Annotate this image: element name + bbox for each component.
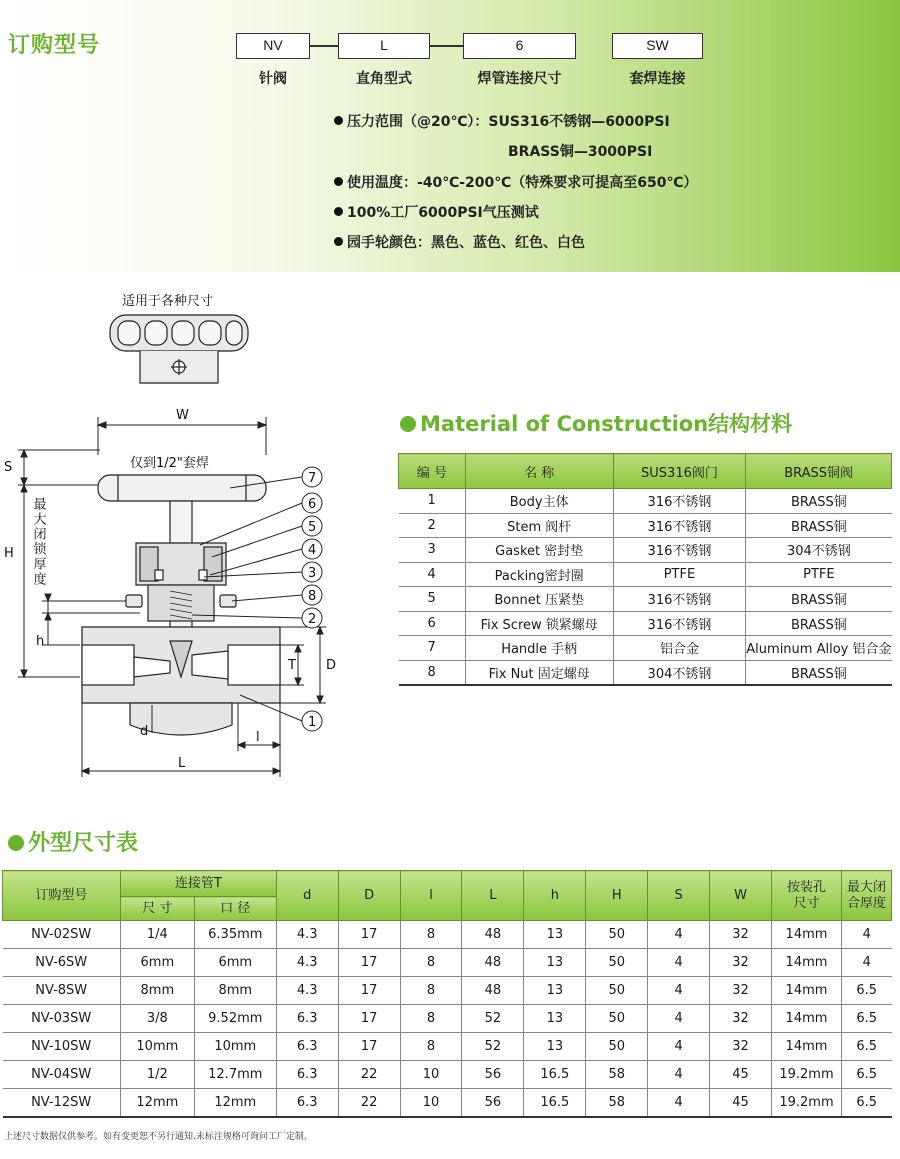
table-cell: Gasket 密封垫 <box>465 538 613 563</box>
table-cell: 4 <box>648 977 710 1005</box>
table-cell: 6.5 <box>841 977 891 1005</box>
table-cell: 19.2mm <box>772 1089 842 1117</box>
table-cell: 4 <box>648 1061 710 1089</box>
code-box-size: 6 <box>463 33 576 59</box>
material-row <box>399 489 892 514</box>
table-cell: 316不锈钢 <box>613 489 746 514</box>
table-cell: 58 <box>586 1089 648 1117</box>
table-cell: 50 <box>586 977 648 1005</box>
material-row <box>399 636 892 661</box>
table-cell: 10 <box>400 1061 462 1089</box>
table-cell: 3 <box>399 538 466 563</box>
dim-label-t: T <box>288 658 296 673</box>
table-cell: 8 <box>400 949 462 977</box>
max-close-label: 最大闭锁厚度 <box>30 497 46 587</box>
dimension-row <box>3 1061 892 1089</box>
table-cell: 9.52mm <box>194 1005 276 1033</box>
table-cell: 8 <box>400 921 462 949</box>
table-cell: 32 <box>710 977 772 1005</box>
table-cell: 13 <box>524 1033 586 1061</box>
col-header-max-thickness: 最大闭 合厚度 <box>841 871 891 921</box>
table-cell: Fix Nut 固定螺母 <box>465 660 613 685</box>
col-header-h-large: H <box>586 871 648 921</box>
table-cell: 8mm <box>120 977 194 1005</box>
table-cell: 4 <box>648 1033 710 1061</box>
table-cell: 6.5 <box>841 1089 891 1117</box>
table-cell: 6.3 <box>276 1005 338 1033</box>
table-cell: 14mm <box>772 949 842 977</box>
spec-pressure: 压力范围（@20℃）：SUS316不锈钢—6000PSI <box>334 111 670 131</box>
table-cell: BRASS铜 <box>746 513 892 538</box>
table-cell: 45 <box>710 1061 772 1089</box>
col-header-d-large: D <box>338 871 400 921</box>
table-cell: 4.3 <box>276 949 338 977</box>
weld-note: 仅到1/2"套焊 <box>130 456 209 471</box>
code-connector <box>430 45 463 47</box>
table-cell: 16.5 <box>524 1089 586 1117</box>
dimension-table-body <box>3 921 892 1117</box>
table-cell: 14mm <box>772 1005 842 1033</box>
code-connector <box>310 45 338 47</box>
col-header-tube-od: 口 径 <box>194 897 276 921</box>
table-cell: Body主体 <box>465 489 613 514</box>
table-cell: NV-03SW <box>3 1005 121 1033</box>
bullet-icon <box>334 116 343 125</box>
footnote: 上述尺寸数据仅供参考。如有变更恕不另行通知.未标注规格可询问工厂定制。 <box>4 1132 313 1142</box>
table-cell: 17 <box>338 1005 400 1033</box>
table-cell: 铝合金 <box>613 636 746 661</box>
table-cell: 14mm <box>772 921 842 949</box>
material-row <box>399 587 892 612</box>
table-cell: 17 <box>338 1033 400 1061</box>
callout-8: 8 <box>308 589 317 604</box>
table-cell: 52 <box>462 1005 524 1033</box>
table-cell: 8 <box>399 660 466 685</box>
bullet-icon <box>334 237 343 246</box>
dimension-header-row-1 <box>3 871 892 897</box>
col-header-brass: BRASS铜阀 <box>746 454 892 489</box>
table-cell: 12mm <box>120 1089 194 1117</box>
table-cell: 32 <box>710 1005 772 1033</box>
col-header-mount: 按装孔 尺寸 <box>772 871 842 921</box>
table-cell: BRASS铜 <box>746 587 892 612</box>
table-cell: Aluminum Alloy 铝合金 <box>746 636 892 661</box>
dimension-table <box>2 870 892 1118</box>
callout-6: 6 <box>308 497 317 512</box>
code-label-socket-weld: 套焊连接 <box>629 71 686 87</box>
table-cell: 48 <box>462 949 524 977</box>
callout-2: 2 <box>308 612 317 627</box>
col-header-d-small: d <box>276 871 338 921</box>
dim-label-h-lower: h <box>36 634 45 649</box>
table-cell: Packing密封圈 <box>465 562 613 587</box>
callout-3: 3 <box>308 566 317 581</box>
green-dot-icon <box>8 835 24 851</box>
dimension-row <box>3 1005 892 1033</box>
col-header-sus316: SUS316阀门 <box>613 454 746 489</box>
table-cell: 14mm <box>772 977 842 1005</box>
handwheel-icon <box>110 315 248 383</box>
col-header-l-large: L <box>462 871 524 921</box>
callout-7: 7 <box>308 471 317 486</box>
dimension-row <box>3 1089 892 1117</box>
dim-label-h-upper: H <box>4 546 14 561</box>
table-cell: 22 <box>338 1061 400 1089</box>
table-cell: 14mm <box>772 1033 842 1061</box>
table-cell: 4 <box>841 949 891 977</box>
table-cell: Bonnet 压紧垫 <box>465 587 613 612</box>
material-table-body <box>399 489 892 685</box>
table-cell: 6.35mm <box>194 921 276 949</box>
table-cell: 4.3 <box>276 921 338 949</box>
dim-label-l-upper: L <box>178 756 186 771</box>
code-box-nv: NV <box>236 33 310 59</box>
table-cell: 1/4 <box>120 921 194 949</box>
material-row <box>399 513 892 538</box>
ordering-title: 订购型号 <box>8 33 101 58</box>
table-cell: 4 <box>399 562 466 587</box>
table-cell: NV-8SW <box>3 977 121 1005</box>
col-header-tube: 连接管T <box>120 871 276 897</box>
table-cell: 48 <box>462 977 524 1005</box>
table-cell: 56 <box>462 1061 524 1089</box>
table-cell: 304不锈钢 <box>613 660 746 685</box>
table-cell: 45 <box>710 1089 772 1117</box>
table-cell: 8mm <box>194 977 276 1005</box>
table-cell: 50 <box>586 1033 648 1061</box>
table-cell: 316不锈钢 <box>613 587 746 612</box>
table-cell: 316不锈钢 <box>613 611 746 636</box>
dim-label-d-upper: D <box>326 658 337 673</box>
table-cell: 7 <box>399 636 466 661</box>
table-cell: NV-12SW <box>3 1089 121 1117</box>
dimension-row <box>3 949 892 977</box>
table-cell: NV-04SW <box>3 1061 121 1089</box>
material-title: Material of Construction结构材料 <box>400 408 792 438</box>
table-cell: 10mm <box>120 1033 194 1061</box>
table-cell: 13 <box>524 1005 586 1033</box>
table-cell: 17 <box>338 949 400 977</box>
table-cell: NV-6SW <box>3 949 121 977</box>
table-cell: 8 <box>400 977 462 1005</box>
table-cell: 10 <box>400 1089 462 1117</box>
col-header-tube-size: 尺 寸 <box>120 897 194 921</box>
table-cell: 12mm <box>194 1089 276 1117</box>
spec-temperature: 使用温度：-40℃-200℃（特殊要求可提高至650℃） <box>334 172 697 192</box>
dim-label-s: S <box>4 460 13 475</box>
col-header-model: 订购型号 <box>3 871 121 921</box>
spec-colors: 园手轮颜色：黑色、蓝色、红色、白色 <box>334 232 585 252</box>
table-cell: 13 <box>524 921 586 949</box>
table-cell: NV-10SW <box>3 1033 121 1061</box>
table-cell: Stem 阀杆 <box>465 513 613 538</box>
code-box-l: L <box>338 33 430 59</box>
table-cell: 6mm <box>120 949 194 977</box>
code-label-needle-valve: 针阀 <box>259 71 287 87</box>
material-table <box>398 453 892 686</box>
table-cell: 4 <box>648 921 710 949</box>
code-label-weld-size: 焊管连接尺寸 <box>477 71 562 87</box>
material-row <box>399 660 892 685</box>
table-cell: 6.5 <box>841 1061 891 1089</box>
table-cell: 2 <box>399 513 466 538</box>
spec-test: 100%工厂6000PSI气压测试 <box>334 202 539 222</box>
table-cell: 5 <box>399 587 466 612</box>
table-cell: 50 <box>586 921 648 949</box>
col-header-name: 名 称 <box>465 454 613 489</box>
table-cell: 13 <box>524 977 586 1005</box>
table-cell: 4 <box>648 949 710 977</box>
table-cell: 3/8 <box>120 1005 194 1033</box>
table-cell: 316不锈钢 <box>613 513 746 538</box>
table-cell: 32 <box>710 949 772 977</box>
table-cell: 22 <box>338 1089 400 1117</box>
material-row <box>399 538 892 563</box>
table-cell: BRASS铜 <box>746 489 892 514</box>
table-cell: 12.7mm <box>194 1061 276 1089</box>
table-cell: 13 <box>524 949 586 977</box>
code-label-angle: 直角型式 <box>356 71 412 87</box>
col-header-h-small: h <box>524 871 586 921</box>
table-cell: Handle 手柄 <box>465 636 613 661</box>
handwheel-label: 适用于各种尺寸 <box>122 294 214 309</box>
table-cell: PTFE <box>746 562 892 587</box>
spec-pressure-brass: BRASS铜—3000PSI <box>508 144 653 160</box>
table-cell: 50 <box>586 949 648 977</box>
table-cell: 10mm <box>194 1033 276 1061</box>
dim-label-l-lower: l <box>256 730 260 745</box>
table-cell: PTFE <box>613 562 746 587</box>
table-cell: 4 <box>648 1005 710 1033</box>
table-cell: 304不锈钢 <box>746 538 892 563</box>
table-cell: 32 <box>710 1033 772 1061</box>
callout-1: 1 <box>308 715 317 730</box>
dimension-row <box>3 977 892 1005</box>
table-cell: 6.3 <box>276 1089 338 1117</box>
table-cell: Fix Screw 锁紧螺母 <box>465 611 613 636</box>
material-row <box>399 562 892 587</box>
table-cell: 4 <box>648 1089 710 1117</box>
table-cell: 48 <box>462 921 524 949</box>
table-cell: 1 <box>399 489 466 514</box>
code-box-sw: SW <box>612 33 703 59</box>
table-cell: 17 <box>338 921 400 949</box>
table-cell: 6mm <box>194 949 276 977</box>
table-cell: 19.2mm <box>772 1061 842 1089</box>
table-cell: 4 <box>841 921 891 949</box>
table-cell: NV-02SW <box>3 921 121 949</box>
bullet-icon <box>334 177 343 186</box>
table-cell: 50 <box>586 1005 648 1033</box>
table-cell: BRASS铜 <box>746 611 892 636</box>
table-cell: 17 <box>338 977 400 1005</box>
table-cell: 58 <box>586 1061 648 1089</box>
table-cell: 6.3 <box>276 1061 338 1089</box>
col-header-l-small: l <box>400 871 462 921</box>
dimension-row <box>3 921 892 949</box>
col-header-no: 编 号 <box>399 454 466 489</box>
callout-4: 4 <box>308 543 317 558</box>
callout-5: 5 <box>308 520 317 535</box>
table-cell: 52 <box>462 1033 524 1061</box>
table-cell: 6.5 <box>841 1005 891 1033</box>
table-cell: 6.5 <box>841 1033 891 1061</box>
ordering-banner <box>0 0 900 272</box>
table-cell: 6 <box>399 611 466 636</box>
table-cell: 8 <box>400 1005 462 1033</box>
material-row <box>399 611 892 636</box>
table-cell: 316不锈钢 <box>613 538 746 563</box>
valve-diagram <box>0 285 400 800</box>
table-cell: BRASS铜 <box>746 660 892 685</box>
dimension-row <box>3 1033 892 1061</box>
table-cell: 56 <box>462 1089 524 1117</box>
col-header-w: W <box>710 871 772 921</box>
table-cell: 1/2 <box>120 1061 194 1089</box>
valve-body-drawing <box>82 475 280 735</box>
dimensions-title: 外型尺寸表 <box>8 826 138 857</box>
col-header-s: S <box>648 871 710 921</box>
table-cell: 6.3 <box>276 1033 338 1061</box>
table-cell: 4.3 <box>276 977 338 1005</box>
material-header-row <box>399 454 892 489</box>
table-cell: 16.5 <box>524 1061 586 1089</box>
dim-label-w: W <box>176 408 189 423</box>
table-cell: 8 <box>400 1033 462 1061</box>
green-dot-icon <box>400 416 416 432</box>
dim-label-d-lower: d <box>140 724 149 739</box>
table-cell: 32 <box>710 921 772 949</box>
bullet-icon <box>334 207 343 216</box>
